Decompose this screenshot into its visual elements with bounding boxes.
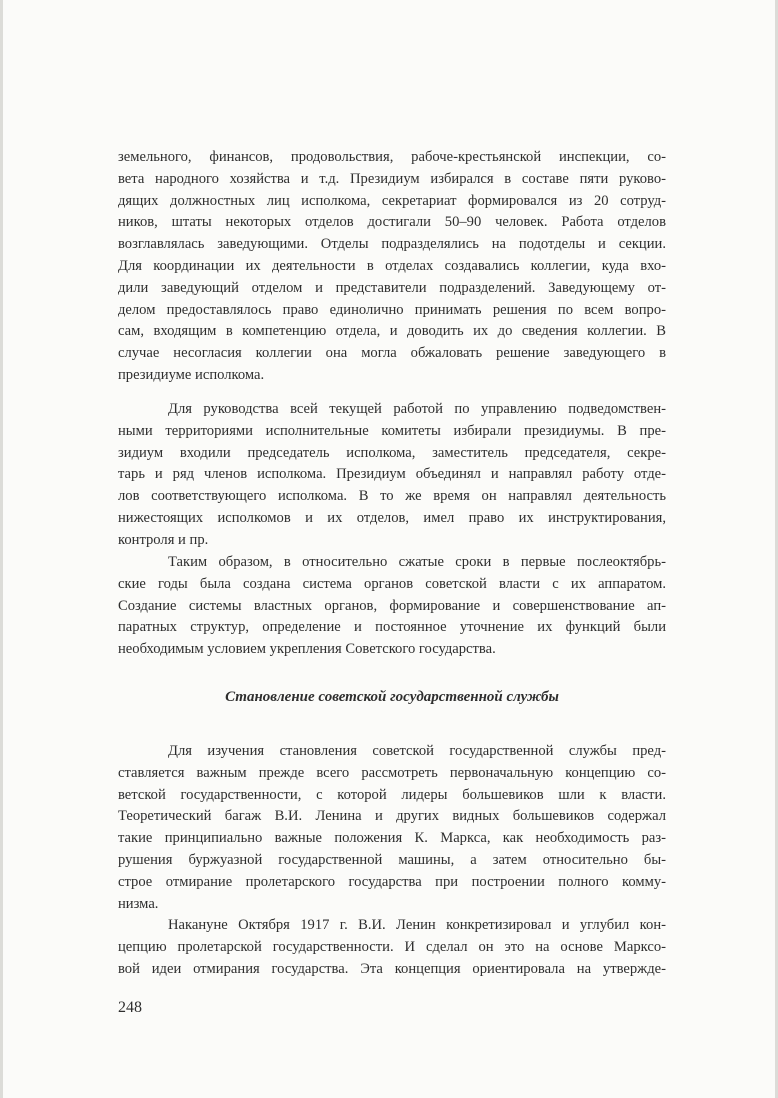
text-line: нижестоящих исполкомов и их отделов, имел право их инструктирования, xyxy=(118,509,666,526)
paragraph xyxy=(118,399,666,552)
text-line: возглавлялась заведующими. Отделы подразделялись на подотделы и секции. xyxy=(118,236,666,253)
text-line: вета народного хозяйства и т.д. Президиум избирался в составе пяти руково- xyxy=(118,170,666,187)
text-line: Теоретический багаж В.И. Ленина и других видных большевиков содержал xyxy=(118,808,666,825)
text-line: ставляется важным прежде всего рассмотреть первоначальную концепцию со- xyxy=(118,764,666,781)
text-line: Создание системы властных органов, формирование и совершенствование ап- xyxy=(118,597,666,614)
text-line: ветской государственности, с которой лидеры большевиков шли к власти. xyxy=(118,786,666,803)
text-line: президиуме исполкома. xyxy=(118,366,265,383)
page-number: 248 xyxy=(118,999,142,1016)
text-line: паратных структур, определение и постоянное уточнение их функций были xyxy=(118,619,666,636)
section-heading: Становление советской государственной службы xyxy=(225,689,559,705)
text-line: земельного, финансов, продовольствия, рабоче-крестьянской инспекции, со- xyxy=(118,149,666,165)
text-line: ными территориями исполнительные комитеты избирали президиумы. В пре- xyxy=(118,422,666,439)
text-line: Для координации их деятельности в отделах создавались коллегии, куда вхо- xyxy=(118,257,666,274)
text-line: необходимым условием укрепления Советского государства. xyxy=(118,641,496,658)
text-line: цепцию пролетарской государственности. И сделал он это на основе Марксо- xyxy=(118,938,666,955)
paragraph xyxy=(118,147,666,387)
text-line: сам, входящим в компетенцию отдела, и доводить их до сведения коллегии. В xyxy=(118,323,666,340)
text-line: Таким образом, в относительно сжатые сроки в первые послеоктябрь- xyxy=(168,554,666,570)
text-line: тарь и ряд членов исполкома. Президиум объединял и направлял работу отде- xyxy=(118,466,666,483)
text-line: низма. xyxy=(118,895,159,912)
text-line: ские годы была создана система органов советской власти с их аппаратом. xyxy=(118,575,666,592)
paragraph xyxy=(118,552,666,661)
text-line: Накануне Октября 1917 г. В.И. Ленин конкретизировал и углубил кон- xyxy=(168,917,666,933)
text-line: зидиум входили председатель исполкома, заместитель председателя, секре- xyxy=(118,444,666,461)
text-line: ников, штаты некоторых отделов достигали 50–90 человек. Работа отделов xyxy=(118,214,666,231)
text-line: делом предоставлялось право единолично принимать решения по всем вопро- xyxy=(118,301,666,318)
text-line: контроля и пр. xyxy=(118,531,209,548)
text-line: Для руководства всей текущей работой по управлению подведомствен- xyxy=(168,401,666,417)
text-line: рушения буржуазной государственной машины, а затем относительно бы- xyxy=(118,851,666,868)
paragraph xyxy=(118,741,666,915)
text-line: лов соответствующего исполкома. В то же время он направлял деятельность xyxy=(118,488,666,505)
text-line: дящих должностных лиц исполкома, секретариат формировался из 20 сотруд- xyxy=(118,192,666,209)
text-line: такие принципиально важные положения К. Маркса, как необходимость раз- xyxy=(118,830,666,847)
text-line: дили заведующий отделом и представители подразделений. Заведующему от- xyxy=(118,279,666,296)
text-line: строе отмирание пролетарского государства при построении полного комму- xyxy=(118,873,666,890)
text-line: вой идеи отмирания государства. Эта концепция ориентировала на утвержде- xyxy=(118,960,666,977)
text-line: Для изучения становления советской государственной службы пред- xyxy=(168,743,666,759)
paragraph xyxy=(118,915,666,980)
scan-edge-left xyxy=(0,0,3,1098)
text-line: случае несогласия коллегии она могла обжаловать решение заведующего в xyxy=(118,345,666,362)
